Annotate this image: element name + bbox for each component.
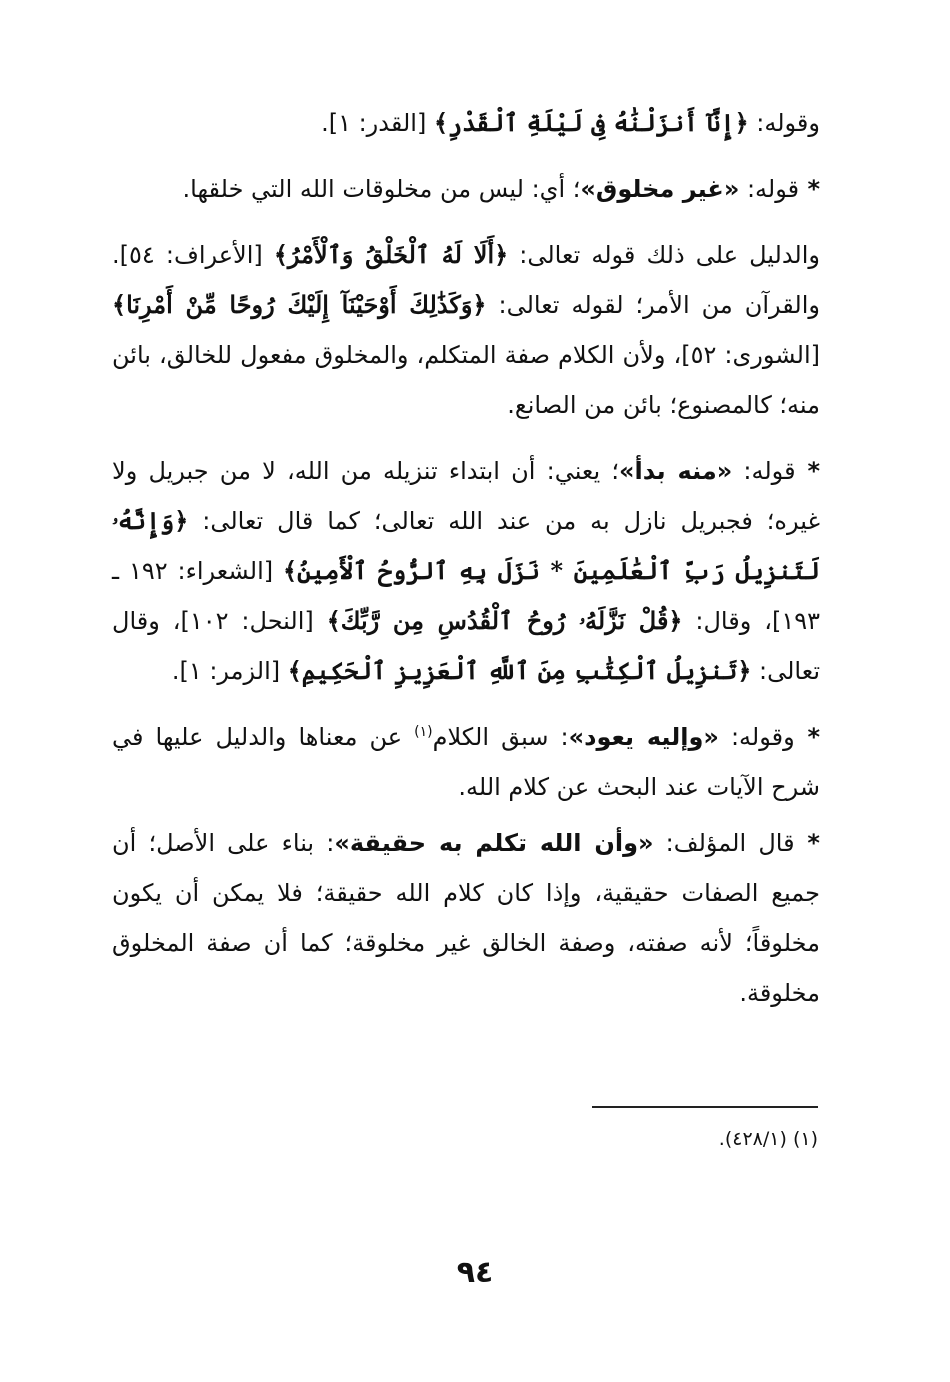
quran-verse: ﴿قُلْ نَزَّلَهُۥ رُوحُ ٱلْقُدُسِ مِن رَّبِّكَ﴾ <box>326 606 683 635</box>
paragraph-lead: وقوله: <box>718 723 795 751</box>
paragraph-text: : بناء على الأصل؛ أن جميع الصفات حقيقية، وإذا كان كلام الله حقيقة؛ فلا يمكن أن يكون مخلوقاً؛ لأنه صفته، وصفة الخالق غير مخلوقة؛ كما أن صفة المخلوق مخلوقة. <box>112 829 820 1007</box>
asterisk-bullet: * <box>794 723 821 751</box>
footnote-text: (٤٢٨/١). <box>718 1128 793 1150</box>
page-number: ٩٤ <box>456 1255 494 1290</box>
paragraph-lead: والدليل على ذلك قوله تعالى: <box>508 241 821 269</box>
paragraph-text: عن معناها والدليل عليها في شرح الآيات عند البحث عن كلام الله. <box>112 723 820 801</box>
footnote-number: (١) <box>792 1128 818 1150</box>
quran-verse: ﴿إِنَّآ أَنزَلْنَٰهُ فِى لَيْلَةِ ٱلْقَدْرِ﴾ <box>433 108 749 137</box>
quran-verse: ﴿تَنزِيلُ ٱلْكِتَٰبِ مِنَ ٱللَّهِ ٱلْعَزِيزِ ٱلْحَكِيمِ﴾ <box>287 656 752 685</box>
quran-verse: ﴿وَكَذَٰلِكَ أَوْحَيْنَآ إِلَيْكَ رُوحًا مِّنْ أَمْرِنَا﴾ <box>112 290 487 319</box>
verse-reference: [القدر: ١]. <box>321 109 434 137</box>
quoted-term: «وأن الله تكلم به حقيقة» <box>334 829 654 857</box>
paragraph-3 <box>112 230 820 430</box>
main-text <box>112 98 820 1018</box>
quoted-term: «غير مخلوق» <box>580 175 740 203</box>
asterisk-bullet: * <box>795 457 820 485</box>
verse-reference: [النحل: ١٠٢]، وقال تعالى: <box>112 607 820 685</box>
paragraph-text: ؛ يعني: أن ابتداء تنزيله من الله، لا من جبريل ولا غيره؛ فجبريل نازل به من عند الله تعالى؛ كما قال تعالى: <box>112 457 820 535</box>
paragraph-4 <box>112 446 820 696</box>
paragraph-5 <box>112 712 820 812</box>
quoted-term: «وإليه يعود» <box>568 723 719 751</box>
quran-verse: ﴿أَلَا لَهُ ٱلْخَلْقُ وَٱلْأَمْرُ﴾ <box>273 240 509 269</box>
verse-reference: [الأعراف: ٥٤]. والقرآن من الأمر؛ لقوله تعالى: <box>112 241 820 319</box>
quran-verse: ﴿وَإِنَّهُۥ لَتَنزِيلُ رَبِّ ٱلْعَٰلَمِينَ * نَزَلَ بِهِ ٱلرُّوحُ ٱلْأَمِينُ﴾ <box>112 506 820 585</box>
verse-reference: [الشعراء: ١٩٢ ـ ١٩٣]، وقال: <box>112 557 820 635</box>
paragraph-text: : سبق الكلام <box>432 723 569 751</box>
quoted-term: «منه بدأ» <box>619 457 733 485</box>
paragraph-6 <box>112 818 820 1018</box>
verse-reference: [الزمر: ١]. <box>171 657 288 685</box>
paragraph-text: [الشورى: ٥٢]، ولأن الكلام صفة المتكلم، والمخلوق مفعول للخالق، بائن منه؛ كالمصنوع؛ بائن من الصانع. <box>112 341 820 419</box>
paragraph-lead: قوله: <box>732 457 796 485</box>
paragraph-lead: قال المؤلف: <box>653 829 795 857</box>
paragraph-text: ؛ أي: ليس من مخلوقات الله التي خلقها. <box>182 175 581 203</box>
paragraph-1 <box>112 98 820 148</box>
footnote-marker[interactable]: (١) <box>414 724 433 740</box>
footnote <box>500 1124 818 1154</box>
paragraph-lead: وقوله: <box>748 109 820 137</box>
asterisk-bullet: * <box>799 175 820 203</box>
paragraph-2 <box>112 164 820 214</box>
footnote-divider <box>592 1106 818 1108</box>
asterisk-bullet: * <box>794 829 820 857</box>
paragraph-lead: قوله: <box>739 175 800 203</box>
